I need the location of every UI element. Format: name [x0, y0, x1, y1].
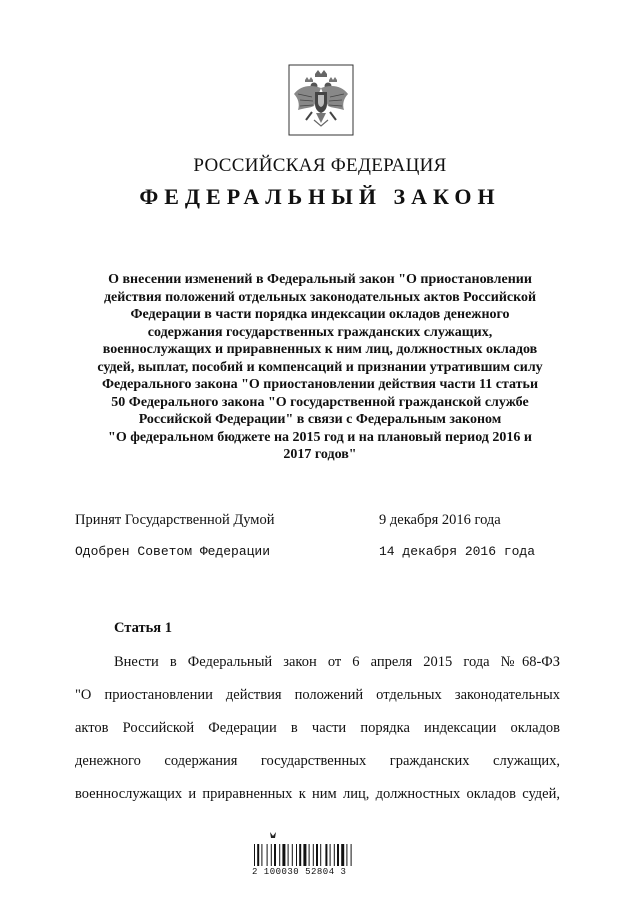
council-approval-label: Одобрен Советом Федерации	[75, 544, 271, 559]
duma-adoption-date: 9 декабря 2016 года	[379, 512, 501, 528]
article-text-line: "О приостановлении действия положений отдельных законодательных	[75, 687, 560, 703]
law-name-line: содержания государственных гражданских служащих,	[147, 324, 493, 340]
law-name-line: военнослужащих и приравненных к ним лиц, должностных окладов	[102, 342, 538, 357]
article-text-line: военнослужащих и приравненных к ним лиц, должностных окладов судей,	[75, 786, 560, 802]
law-name-line: действия положений отдельных законодательных актов Российской	[103, 289, 537, 305]
barcode-digits: 2 100030 52804 3	[252, 867, 347, 877]
article-body	[75, 652, 560, 817]
law-name-line: Российской Федерации" в связи с Федеральным законом	[138, 412, 502, 427]
law-name-line: 50 Федерального закона "О государственной гражданской службе	[111, 394, 529, 410]
country-name: РОССИЙСКАЯ ФЕДЕРАЦИЯ	[193, 155, 447, 176]
law-name-line: О внесении изменений в Федеральный закон "О приостановлении	[108, 272, 532, 287]
council-approval-date: 14 декабря 2016 года	[379, 544, 536, 559]
law-name-line: Федерального закона "О приостановлении действия части 11 статьи	[101, 377, 539, 392]
article-text-line: Внести в Федеральный закон от 6 апреля 2015 года №68-ФЗ	[114, 654, 560, 670]
duma-adoption-label: Принят Государственной Думой	[75, 512, 275, 528]
article-heading: Статья 1	[114, 620, 172, 636]
barcode-icon	[250, 830, 400, 890]
law-name-line: судей, выплат, пособий и компенсаций и признании утратившим силу	[97, 359, 543, 375]
coat-of-arms-emblem-icon	[288, 64, 354, 136]
law-name-line: Федерации в части порядка индексации окладов денежного	[130, 307, 510, 322]
law-name-line: "О федеральном бюджете на 2015 год и на плановый период 2016 и	[108, 429, 532, 445]
article-text-line: денежного содержания государственных гражданских служащих,	[75, 753, 560, 769]
article-text-line: актов Российской Федерации в части порядка индексации окладов	[75, 720, 560, 736]
law-name-line: 2017 годов"	[283, 447, 357, 462]
law-name	[70, 271, 570, 464]
document-type-title: ФЕДЕРАЛЬНЫЙ ЗАКОН	[139, 184, 501, 209]
